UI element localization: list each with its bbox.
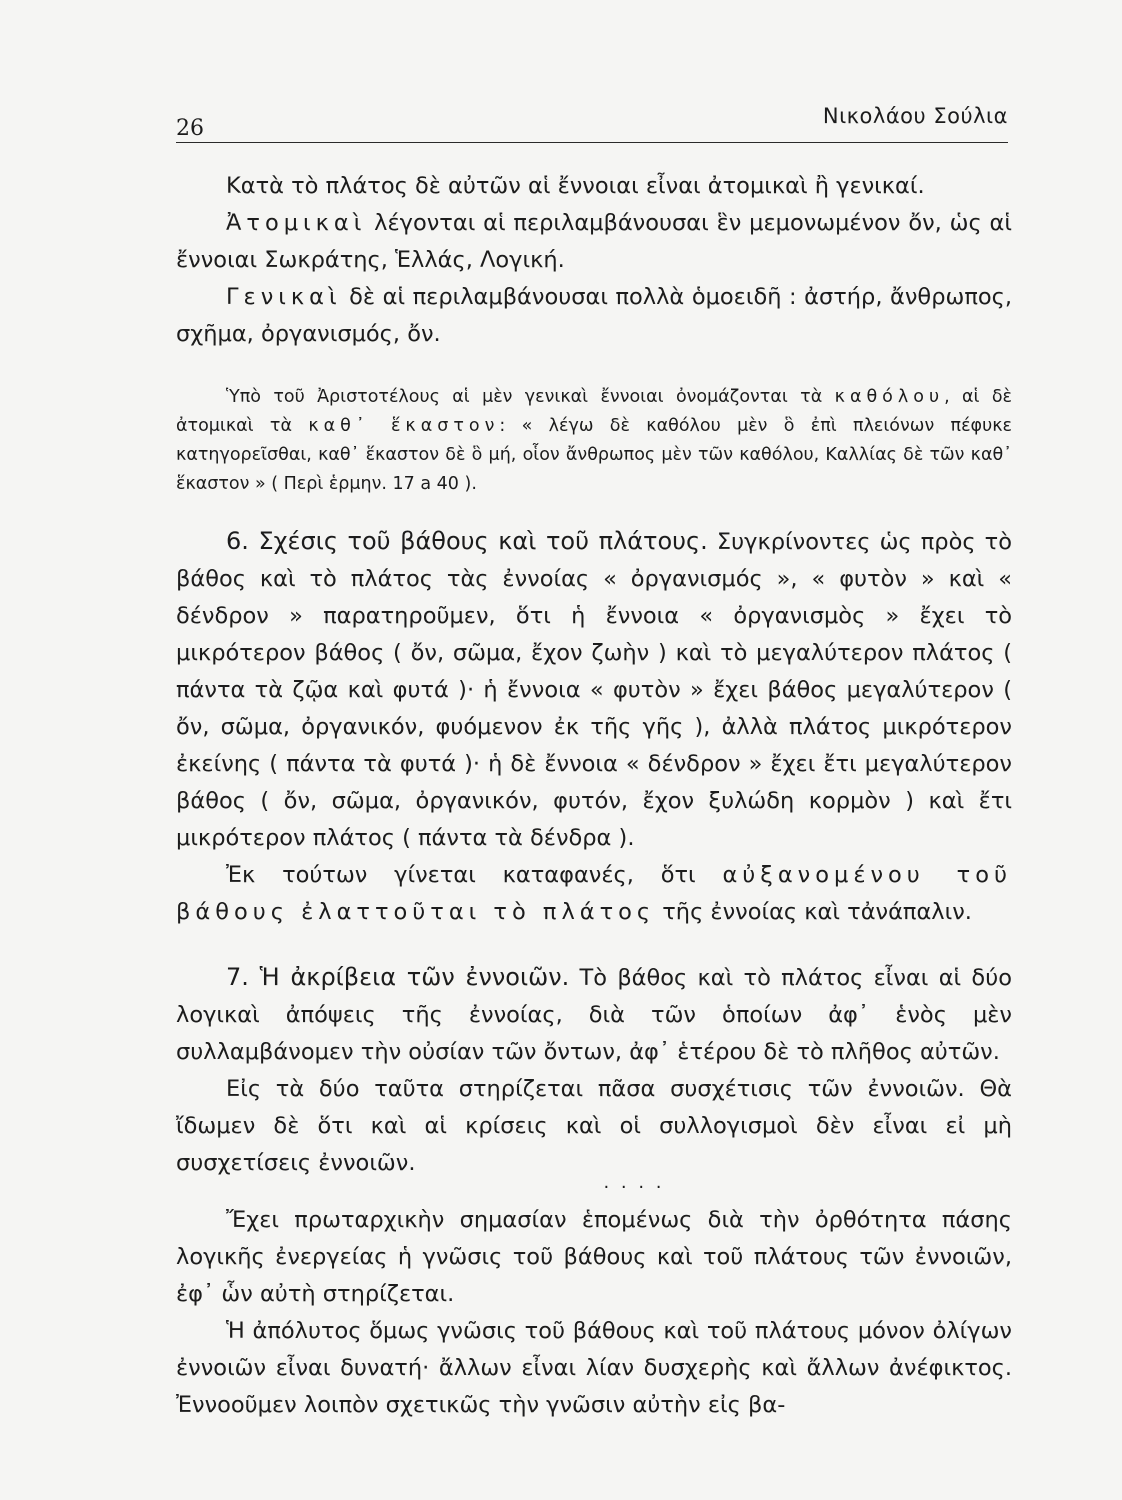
body-text bbox=[176, 168, 1012, 1424]
page-number: 26 bbox=[176, 116, 204, 141]
section-heading: 6. Σχέσις τοῦ βάθους καὶ τοῦ πλάτους. bbox=[226, 527, 708, 555]
page-header bbox=[176, 102, 1008, 143]
running-title: Νικολάου Σούλια bbox=[822, 104, 1008, 128]
footnote-paragraph: Ὑπὸ τοῦ Ἀριστοτέλους αἱ μὲν γενικαὶ ἔννοιαι ὀνομάζονται τὰ καθόλου, αἱ δὲ ἀτομικαὶ τὰ καθ᾽ ἕκαστον: « λέγω δὲ καθόλου μὲν ὃ ἐπὶ πλειόνων πέφυκε κατηγορεῖσθαι, καθ᾽ ἕκαστον δὲ ὃ μή, οἷον ἄνθρωπος μὲν τῶν καθόλου, Καλλίας δὲ τῶν καθ᾽ ἕκαστον » ( Περὶ ἑρμην. 17 a 40 ). bbox=[176, 387, 1013, 494]
spaced-term: Γενικαὶ bbox=[226, 284, 342, 310]
paragraph: Ἡ ἀπόλυτος ὅμως γνῶσις τοῦ βάθους καὶ τοῦ πλάτους μόνον ὀλίγων ἐννοιῶν εἶναι δυνατή· ἄλλων εἶναι λίαν δυσχερὴς καὶ ἄλλων ἀνέφικτος. Ἐννοοῦμεν λοιπὸν σχετικῶς τὴν γνῶσιν αὐτὴν εἰς βα- bbox=[176, 1318, 1012, 1418]
section-heading: 7. Ἡ ἀκρίβεια τῶν ἐννοιῶν. bbox=[226, 963, 570, 991]
paragraph: Ἔχει πρωταρχικὴν σημασίαν ἑπομένως διὰ τὴν ὀρθότητα πάσης λογικῆς ἐνεργείας ἡ γνῶσις τοῦ βάθους καὶ τοῦ πλάτους τῶν ἐννοιῶν, ἐφ᾽ ὧν αὐτὴ στηρίζεται. bbox=[176, 1207, 1012, 1307]
paragraph: Ἀτομικαὶ λέγονται αἱ περιλαμβάνουσαι ἓν μεμονωμένον ὄν, ὡς αἱ ἔννοιαι Σωκράτης, Ἑλλάς, Λογική. bbox=[176, 210, 1012, 273]
paragraph: Κατὰ τὸ πλάτος δὲ αὐτῶν αἱ ἔννοιαι εἶναι ἀτομικαὶ ἢ γενικαί. bbox=[226, 173, 925, 199]
paragraph: Ἐκ τούτων γίνεται καταφανές, ὅτι αὐξανομένου τοῦ βάθους ἐλαττοῦται τὸ πλάτος τῆς ἐννοίας καὶ τἀνάπαλιν. bbox=[176, 862, 1012, 925]
section-7-paragraph: 7. Ἡ ἀκρίβεια τῶν ἐννοιῶν. Τὸ βάθος καὶ τὸ πλάτος εἶναι αἱ δύο λογικαὶ ἀπόψεις τῆς ἐννοίας, διὰ τῶν ὁποίων ἀφ᾽ ἑνὸς μὲν συλλαμβάνομεν τὴν οὐσίαν τῶν ὄντων, ἀφ᾽ ἑτέρου δὲ τὸ πλῆθος αὐτῶν. bbox=[176, 963, 1012, 1065]
spaced-term: αὐξανομένου τοῦ βάθους ἐλαττοῦται τὸ πλάτος bbox=[176, 862, 1012, 925]
spaced-term: Ἀτομικαὶ bbox=[226, 210, 367, 236]
section-6-paragraph: 6. Σχέσις τοῦ βάθους καὶ τοῦ πλάτους. Συγκρίνοντες ὡς πρὸς τὸ βάθος καὶ τὸ πλάτος τὰς ἐννοίας « ὀργανισμός », « φυτὸν » καὶ « δένδρον » παρατηροῦμεν, ὅτι ἡ ἔννοια « ὀργανισμὸς » ἔχει τὸ μικρότερον βάθος ( ὄν, σῶμα, ἔχον ζωὴν ) καὶ τὸ μεγαλύτερον πλάτος ( πάντα τὰ ζῷα καὶ φυτά )· ἡ ἔννοια « φυτὸν » ἔχει βάθος μεγαλύτερον ( ὄν, σῶμα, ὀργανικόν, φυόμενον ἐκ τῆς γῆς ), ἀλλὰ πλάτος μικρότερον ἐκείνης ( πάντα τὰ φυτά )· ἡ δὲ ἔννοια « δένδρον » ἔχει ἔτι μεγαλύτερον βάθος ( ὄν, σῶμα, ὀργανικόν, φυτόν, ἔχον ξυλώδη κορμὸν ) καὶ ἔτι μικρότερον πλάτος ( πάντα τὰ δένδρα ). bbox=[176, 527, 1012, 851]
ellipsis-dots: · · · · bbox=[603, 1177, 665, 1198]
paragraph: Εἰς τὰ δύο ταῦτα στηρίζεται πᾶσα συσχέτισις τῶν ἐννοιῶν. Θὰ ἴδωμεν δὲ ὅτι καὶ αἱ κρίσεις καὶ οἱ συλλογισμοὶ δὲν εἶναι εἰ μὴ συσχετίσεις ἐννοιῶν. bbox=[176, 1076, 1012, 1176]
spaced-term: καθόλου bbox=[834, 387, 945, 407]
paragraph: Γενικαὶ δὲ αἱ περιλαμβάνουσαι πολλὰ ὁμοειδῆ : ἀστήρ, ἄνθρωπος, σχῆμα, ὀργανισμός, ὄν. bbox=[176, 284, 1012, 347]
spaced-term: καθ᾽ ἕκαστον bbox=[308, 416, 500, 436]
